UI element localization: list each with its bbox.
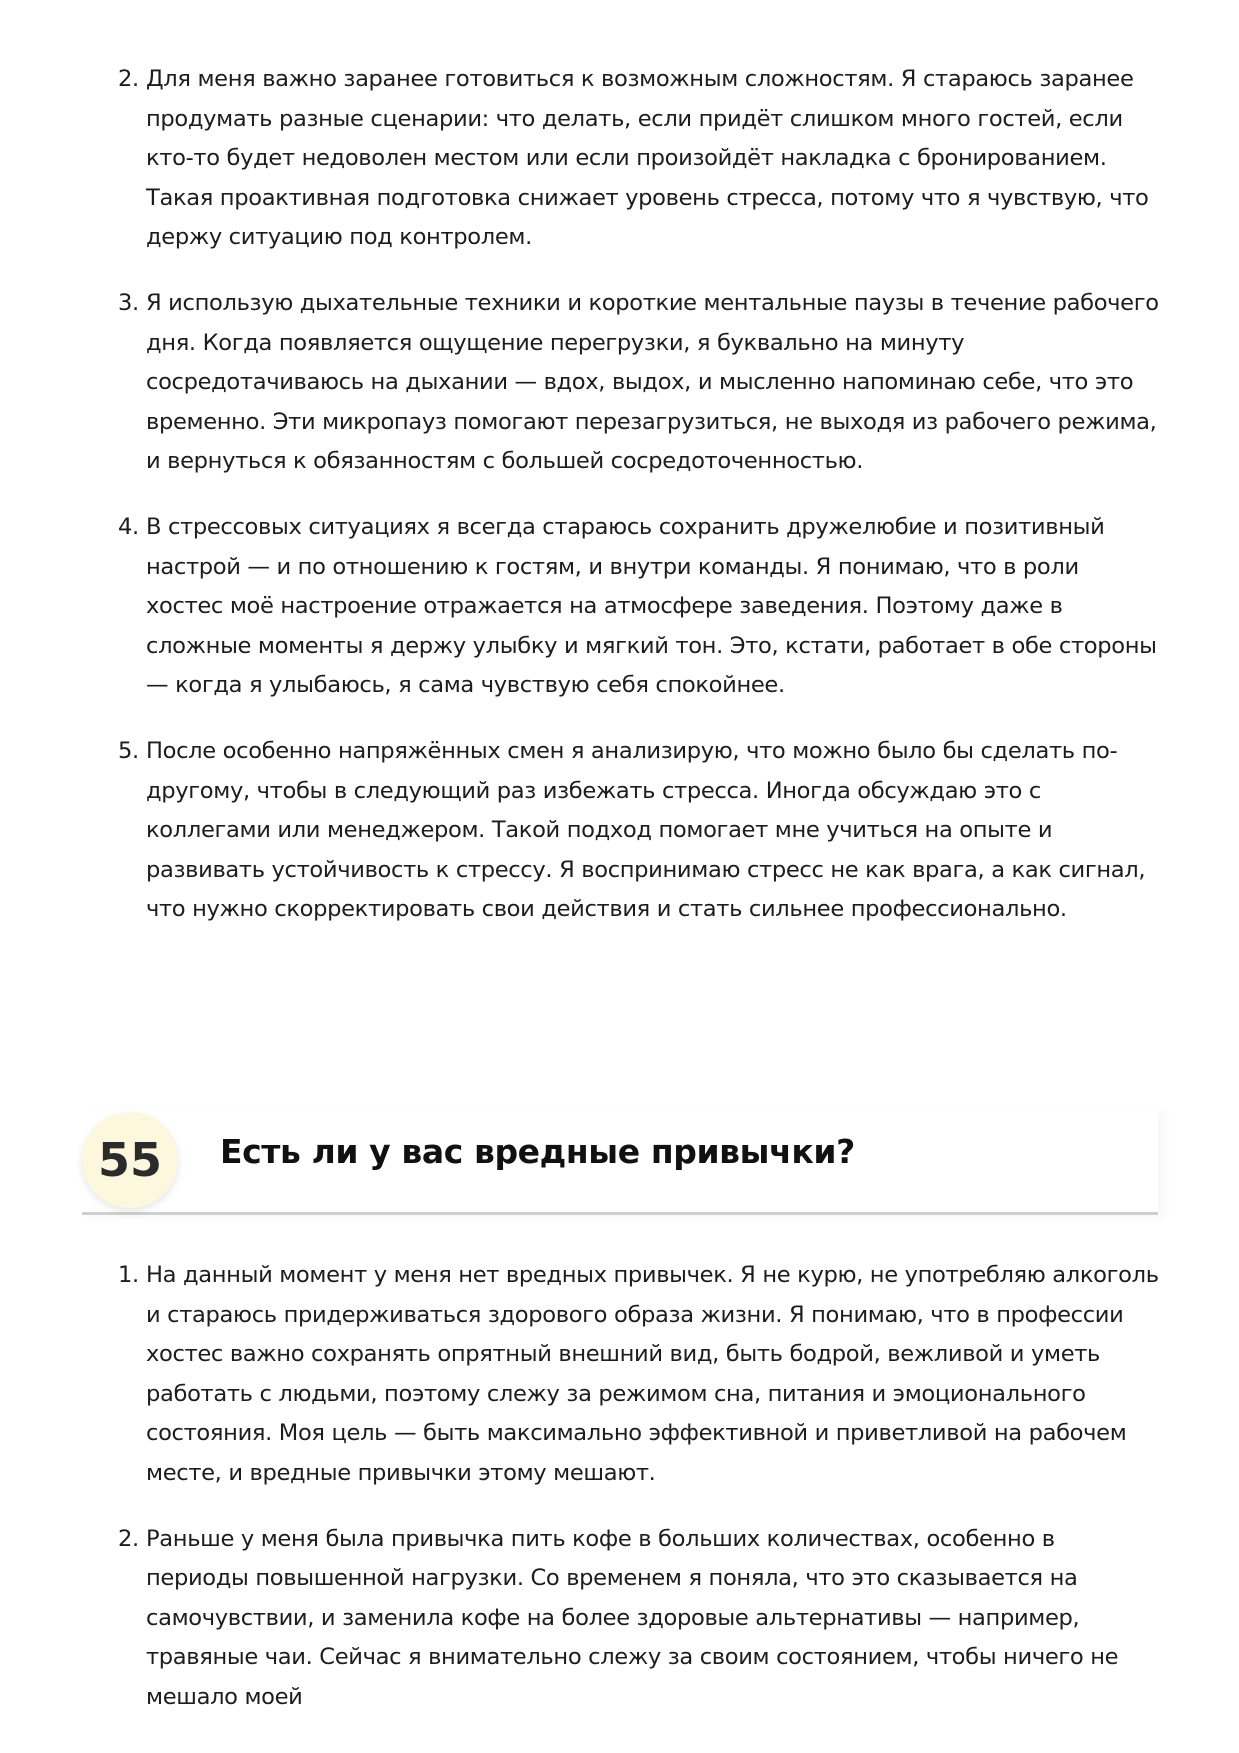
question-header — [82, 1108, 1158, 1215]
list-item-text: Раньше у меня была привычка пить кофе в больших количествах, особенно в периоды повышенной нагрузки. Со временем я поняла, что это сказывается на самочувствии, и заменила кофе на более здоровые альтернативы — например, травяные чаи. Сейчас я внимательно слежу за своим состоянием, чтобы ничего не мешало моей — [146, 1525, 1119, 1710]
list-item-text: В стрессовых ситуациях я всегда стараюсь сохранить дружелюбие и позитивный настрой — и по отношению к гостям, и внутри команды. Я понимаю, что в роли хостес моё настроение отражается на атмосфере заведения. Поэтому даже в сложные моменты я держу улыбку и мягкий тон. Это, кстати, работает в обе стороны — когда я улыбаюсь, я сама чувствую себя спокойнее. — [146, 513, 1157, 699]
list-item-number: 4. — [118, 513, 139, 540]
list-item-number: 1. — [118, 1262, 139, 1288]
list-item-number: 3. — [118, 289, 139, 316]
list-item-number: 2. — [118, 66, 139, 92]
list-item-text: На данный момент у меня нет вредных привычек. Я не курю, не употребляю алкоголь и стараюсь придерживаться здорового образа жизни. Я понимаю, что в профессии хостес важно сохранять опрятный внешний вид, быть бодрой, вежливой и уметь работать с людьми, поэтому слежу за режимом сна, питания и эмоционального состояния. Моя цель — быть максимально эффективной и приветливой на рабочем месте, и вредные привычки этому мешают. — [146, 1262, 1159, 1486]
list-item — [118, 732, 1161, 930]
list-item — [118, 60, 1161, 258]
list-item — [118, 1256, 1161, 1494]
list-item — [118, 508, 1161, 706]
answer-list-question-55 — [118, 1256, 1161, 1744]
list-item-number: 5. — [118, 737, 139, 764]
list-item-text: После особенно напряжённых смен я анализирую, что можно было бы сделать по-другому, чтобы в следующий раз избежать стресса. Иногда обсуждаю это с коллегами или менеджером. Такой подход помогает мне учиться на опыте и развивать устойчивость к стрессу. Я воспринимаю стресс не как врага, а как сигнал, что нужно скорректировать свои действия и стать сильнее профессионально. — [146, 737, 1146, 923]
list-item — [118, 1520, 1161, 1718]
answer-list-previous-question — [118, 60, 1161, 956]
question-title: Есть ли у вас вредные привычки? — [220, 1132, 855, 1171]
list-item-text: Я использую дыхательные техники и короткие ментальные паузы в течение рабочего дня. Когда появляется ощущение перегрузки, я буквально на минуту сосредотачиваюсь на дыхании — вдох, выдох, и мысленно напоминаю себе, что это временно. Эти микропауз помогают перезагрузиться, не выходя из рабочего режима, и вернуться к обязанностям с большей сосредоточенностью. — [146, 289, 1159, 475]
list-item — [118, 284, 1161, 482]
list-item-text: Для меня важно заранее готовиться к возможным сложностям. Я стараюсь заранее продумать разные сценарии: что делать, если придёт слишком много гостей, если кто-то будет недоволен местом или если произойдёт накладка с бронированием. Такая проактивная подготовка снижает уровень стресса, потому что я чувствую, что держу ситуацию под контролем. — [146, 66, 1149, 251]
list-item-number: 2. — [118, 1525, 139, 1552]
question-number-badge: 55 — [82, 1112, 178, 1208]
